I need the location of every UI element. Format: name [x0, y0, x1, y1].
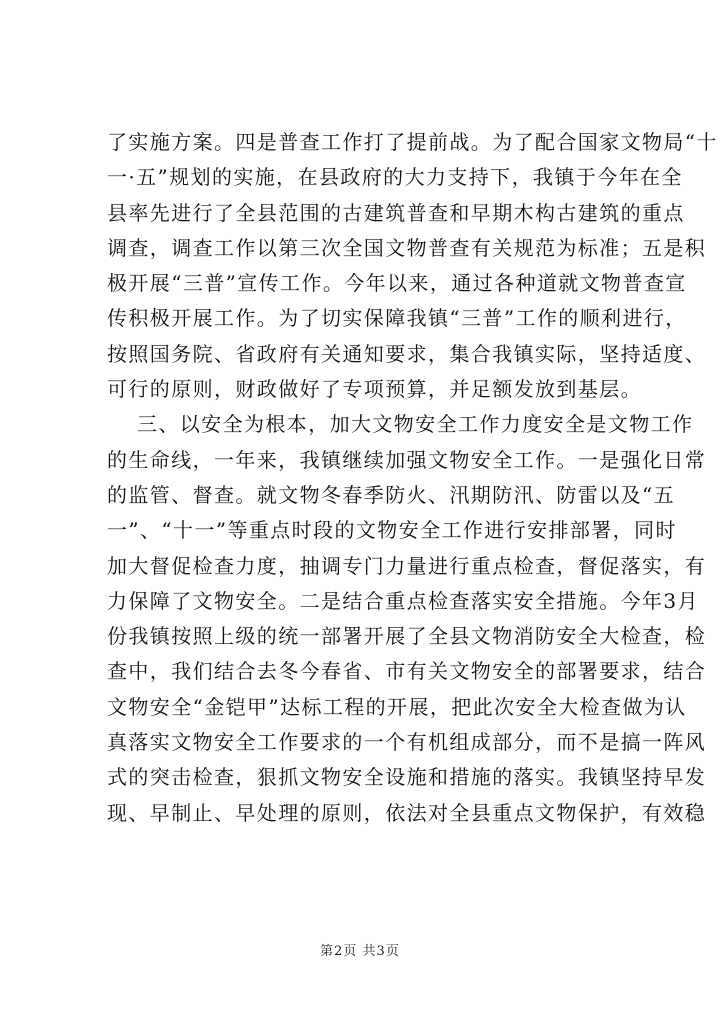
text-line-18: 真落实文物安全工作要求的一个有机组成部分，而不是搞一阵风: [107, 730, 707, 755]
text-line-2: 一·五”规划的实施，在县政府的大力支持下，我镇于今年在全: [107, 165, 683, 190]
text-line-3: 县率先进行了全县范围的古建筑普查和早期木构古建筑的重点: [107, 200, 685, 225]
text-line-10: 的生命线，一年来，我镇继续加强文物安全工作。一是强化日常: [107, 447, 707, 472]
text-line-14: 力保障了文物安全。二是结合重点检查落实安全措施。今年3月: [107, 588, 699, 613]
paragraph-start-line: 三、以安全为根本，加大文物安全工作力度安全是文物工作: [137, 412, 694, 437]
text-line-19: 式的突击检查，狠抓文物安全设施和措施的落实。我镇坚持早发: [107, 765, 707, 790]
text-line-15: 份我镇按照上级的统一部署开展了全县文物消防安全大检查，检: [107, 624, 707, 649]
document-body: [107, 125, 718, 831]
text-line-20: 现、早制止、早处理的原则，依法对全县重点文物保护，有效稳: [107, 800, 707, 825]
text-line-4: 调查，调查工作以第三次全国文物普查有关规范为标准；五是积: [107, 235, 707, 260]
text-line-13: 加大督促检查力度，抽调专门力量进行重点检查，督促落实，有: [107, 553, 707, 578]
text-line-11: 的监管、督查。就文物冬春季防火、汛期防汛、防雷以及“五: [107, 482, 676, 507]
page-number-footer: 第2页 共3页: [320, 944, 400, 959]
text-line-6: 传积极开展工作。为了切实保障我镇“三普”工作的顺利进行，: [107, 306, 687, 331]
text-line-12: 一”、“十一”等重点时段的文物安全工作进行安排部署，同时: [107, 518, 677, 543]
text-line-16: 查中，我们结合去冬今春省、市有关文物安全的部署要求，结合: [107, 659, 707, 684]
text-line-7: 按照国务院、省政府有关通知要求，集合我镇实际，坚持适度、: [107, 341, 707, 366]
text-line-8: 可行的原则，财政做好了专项预算，并足额发放到基层。: [107, 377, 642, 402]
text-line-5: 极开展“三普”宣传工作。今年以来，通过各种道就文物普查宣: [107, 271, 687, 296]
text-line-17: 文物安全“金铠甲”达标工程的开展，把此次安全大检查做为认: [107, 694, 687, 719]
text-line-1: 了实施方案。四是普查工作打了提前战。为了配合国家文物局“十: [107, 130, 718, 154]
